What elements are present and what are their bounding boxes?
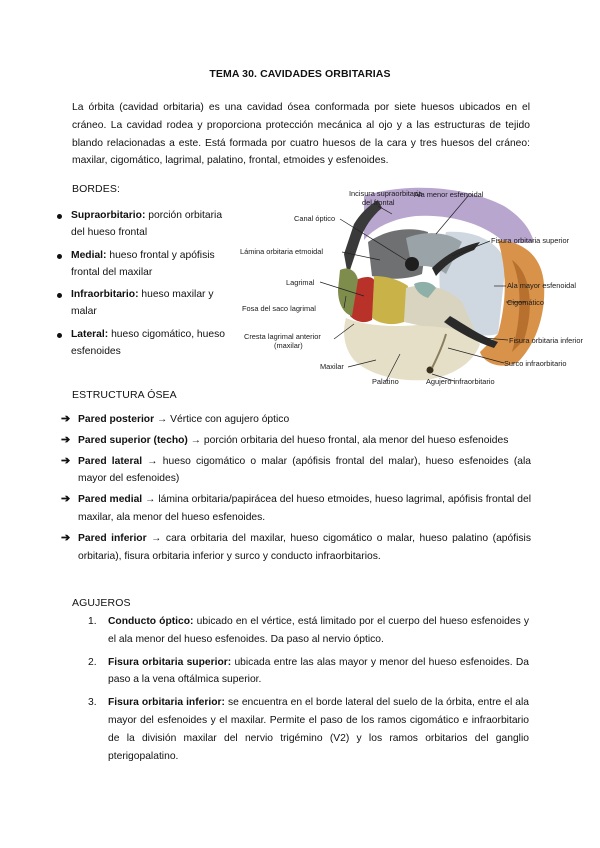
item-text: → cara orbitaria del maxilar, hueso cigomático o malar, hueso palatino (apófisis orbitaria), fisura orbitaria inferior y surco y conducto infraorbitarios.: [78, 532, 531, 562]
lacrimal-bone: [372, 276, 408, 324]
label-palatino: Palatino: [372, 377, 399, 386]
label-cresta-2: (maxilar): [274, 341, 303, 350]
list-item: [61, 491, 531, 527]
item-text: → Vértice con agujero óptico: [154, 414, 290, 425]
bullet-icon: [57, 333, 62, 338]
bullet-text: porción orbitaria del hueso frontal: [71, 210, 223, 239]
arrow-icon: ➔: [61, 433, 71, 446]
item-term: Conducto óptico:: [108, 616, 194, 627]
bullet-icon: [57, 214, 62, 219]
optic-canal: [405, 257, 419, 271]
label-fisura-sup: Fisura orbitaria superior: [491, 236, 570, 245]
label-incisura-2: del frontal: [362, 198, 395, 207]
list-item: [56, 286, 236, 321]
bullet-term: Supraorbitario:: [71, 210, 146, 221]
list-item: [56, 326, 236, 361]
bordes-list: [56, 207, 236, 365]
label-surco: Surco infraorbitario: [504, 359, 567, 368]
bullet-term: Lateral:: [71, 328, 109, 340]
bullet-text: hueso cigomático, hueso esfenoides: [71, 328, 225, 358]
list-item: [88, 654, 529, 690]
page-title: TEMA 30. CAVIDADES ORBITARIAS: [209, 68, 391, 80]
list-item: [61, 411, 531, 429]
item-text: se encuentra en el borde lateral del suelo de la órbita, entre el ala mayor del esfenoides y el maxilar. Permite el paso de los ramos cigomático e infraorbitario de la división maxilar del nervio trigémino (V2) y los ramos orbitarios del ganglio pterigopalatino.: [108, 697, 529, 762]
arrow-icon: ➔: [61, 531, 71, 544]
item-term: Fisura orbitaria inferior:: [108, 697, 225, 709]
label-cigomatico: Cigomático: [507, 298, 544, 307]
label-ala-mayor: Ala mayor esfenoidal: [507, 281, 577, 290]
label-lagrimal: Lagrimal: [286, 278, 315, 287]
bullet-icon: [57, 293, 62, 298]
arrow-icon: ➔: [61, 454, 71, 467]
intro-paragraph: La órbita (cavidad orbitaria) es una cavidad ósea conformada por siete huesos ubicados en el cráneo. La cavidad rodea y proporciona protección mecánica al ojo y a las estructuras de tejido blando relacionadas a este. Está formada por cuatro huesos de la cara y tres huesos del cráneo: maxilar, cigomático, lagrimal, palatino, frontal, etmoides y esfenoides.: [72, 102, 530, 167]
list-item: [56, 207, 236, 242]
bullet-icon: [57, 254, 62, 259]
item-number: 3.: [88, 697, 97, 709]
list-item: [88, 694, 529, 765]
agujeros-list: [88, 613, 529, 770]
bullet-term: Infraorbitario:: [71, 289, 139, 301]
label-fosa: Fosa del saco lagrimal: [242, 304, 316, 313]
item-term: Pared medial: [78, 494, 143, 506]
list-item: [61, 453, 531, 489]
bullet-text: hueso frontal y apófisis frontal del maxilar: [71, 249, 215, 278]
item-text: ubicada entre las alas mayor y menor del hueso esfenoides. Da paso a la vena oftálmica superior.: [108, 656, 529, 686]
label-canal-optico: Canal óptico: [294, 214, 336, 223]
agujeros-heading: AGUJEROS: [72, 597, 131, 609]
label-lamina: Lámina orbitaria etmoidal: [240, 247, 323, 256]
label-maxilar: Maxilar: [320, 362, 344, 371]
arrow-icon: ➔: [61, 413, 71, 425]
label-ala-menor: Ala menor esfenoidal: [414, 190, 484, 199]
list-item: [61, 432, 531, 450]
item-text: → porción orbitaria del hueso frontal, ala menor del hueso esfenoides: [187, 434, 509, 446]
bordes-heading: BORDES:: [72, 183, 120, 195]
item-number: 1.: [88, 616, 97, 627]
bullet-text: hueso maxilar y malar: [71, 289, 214, 318]
estructura-list: [61, 411, 531, 568]
item-text: → lámina orbitaria/papirácea del hueso etmoides, hueso lagrimal, apófisis frontal del maxilar, ala menor del hueso esfenoides.: [78, 494, 531, 523]
arrow-icon: ➔: [61, 493, 71, 506]
label-agujero: Agujero infraorbitario: [426, 377, 495, 386]
orbit-illustration: [236, 184, 592, 392]
label-incisura: Incisura supraorbitaria: [349, 189, 423, 198]
estructura-heading: ESTRUCTURA ÓSEA: [72, 389, 177, 401]
item-text: → hueso cigomático o malar (apófisis frontal del malar), hueso esfenoides (ala mayor del esfenoides): [78, 455, 532, 485]
label-fisura-inf: Fisura orbitaria inferior: [509, 336, 583, 345]
item-term: Pared superior (techo): [78, 434, 188, 446]
item-term: Pared posterior: [78, 414, 155, 425]
list-item: [61, 530, 531, 566]
list-item: [88, 613, 529, 649]
list-item: [56, 247, 236, 282]
label-cresta: Cresta lagrimal anterior: [244, 332, 321, 341]
item-term: Pared inferior: [78, 532, 147, 544]
bullet-term: Medial:: [71, 249, 107, 261]
item-number: 2.: [88, 656, 97, 668]
item-term: Pared lateral: [78, 455, 143, 467]
item-term: Fisura orbitaria superior:: [108, 656, 232, 668]
item-text: ubicado en el vértice, está limitado por el cuerpo del hueso esfenoides y el ala menor del hueso esfenoides. Da paso al nervio óptico.: [108, 616, 530, 645]
